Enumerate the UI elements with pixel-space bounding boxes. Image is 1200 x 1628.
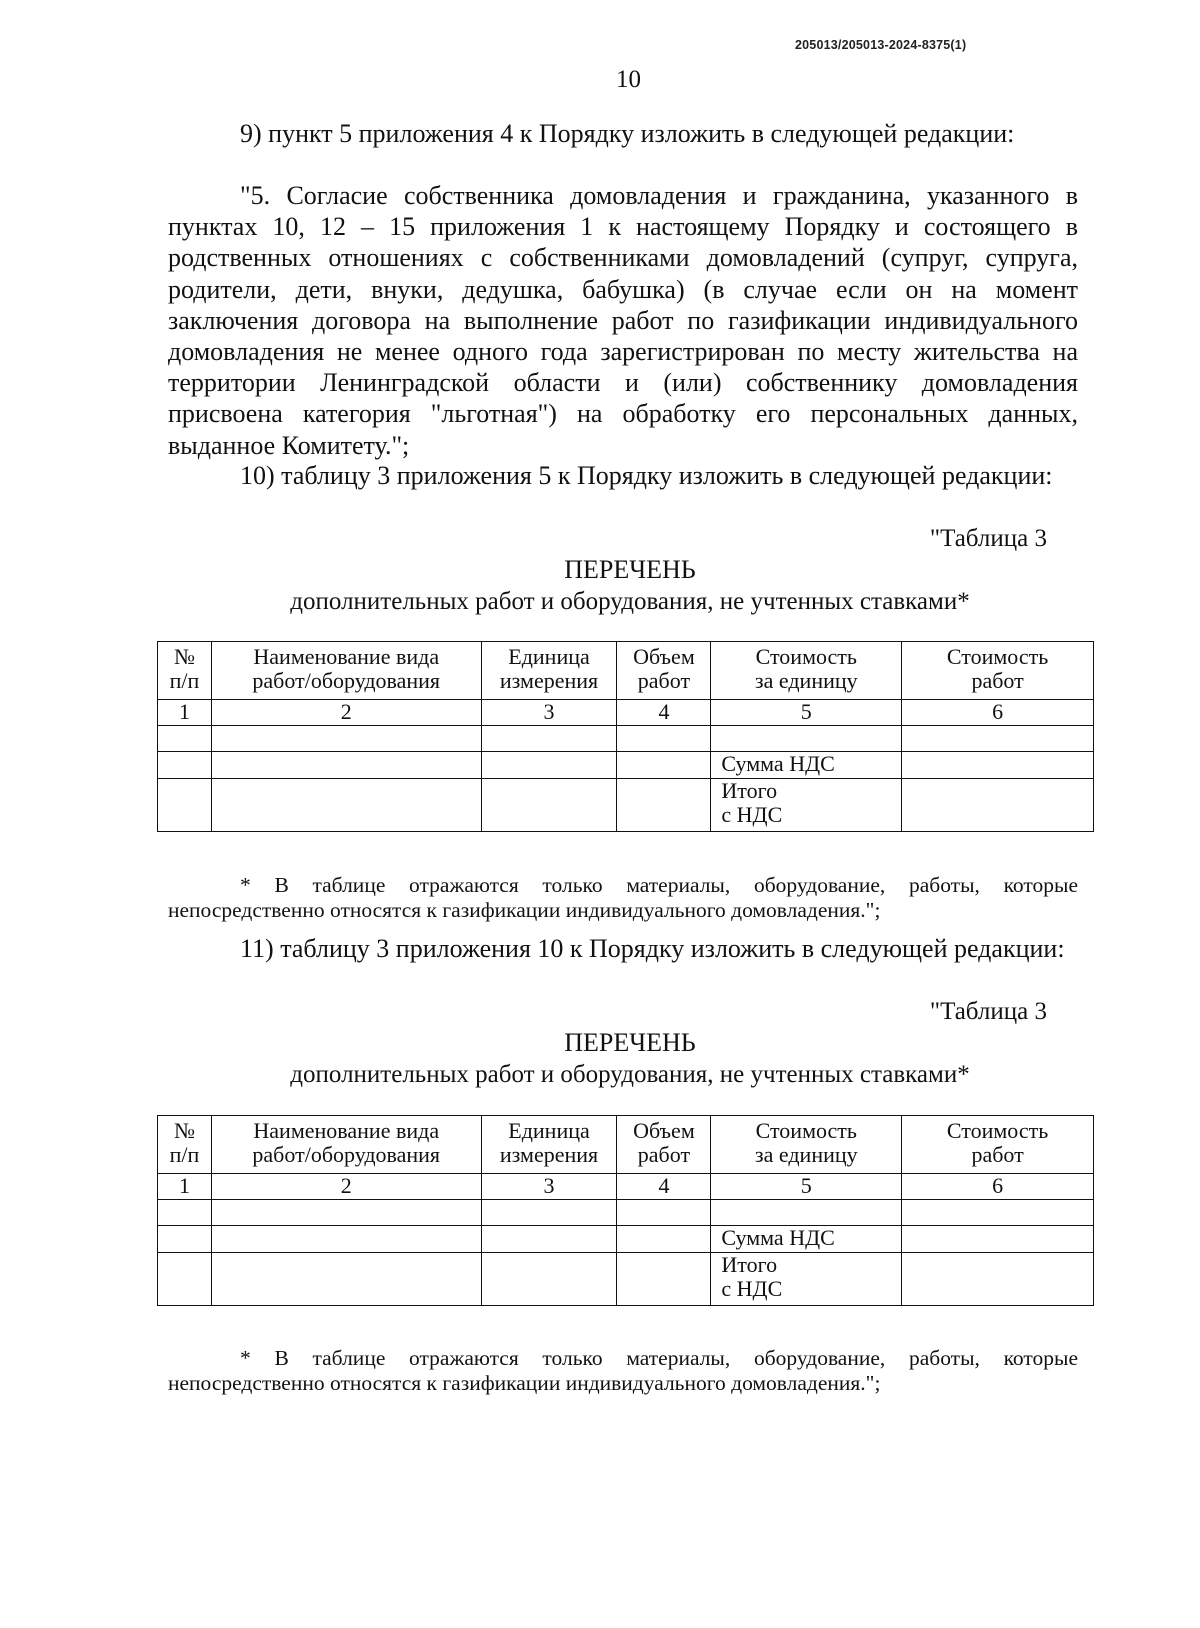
item10-table [157,641,1094,832]
item9-intro: 9) пункт 5 приложения 4 к Порядку изложить в следующей редакции: [240,119,1015,148]
item11-intro: 11) таблицу 3 приложения 10 к Порядку изложить в следующей редакции: [240,934,1065,963]
header-total-cost: Стоимость работ [902,1116,1094,1174]
vat-label: Сумма НДС [711,752,902,779]
total-label: Итого с НДС [711,1253,902,1306]
header-unit-cost: Стоимость за единицу [711,1116,902,1174]
table-total-row [158,779,1094,832]
header-volume: Объем работ [617,642,711,700]
table-empty-row [158,726,1094,752]
index-cell: 3 [481,1174,617,1200]
item10-table-ref: "Таблица 3 [929,525,1047,552]
table-header-row [158,642,1094,700]
header-name: Наименование вида работ/оборудования [211,642,481,700]
item9-quote: "5. Согласие собственника домовладения и гражданина, указанного в пунктах 10, 12 – 15 приложения 1 к настоящему Порядку и состоящего в родственных отношениях с собственниками домовладений (супруг, супруга, родители, дети, внуки, дедушка, бабушка) (в случае если он на момент заключения договора на выполнение работ по газификации индивидуального домовладения не менее одного года зарегистрирован по месту жительства на территории Ленинградской области и (или) собственнику домовладения присвоена категория "льготная") на обработку его персональных данных, выданное Комитету."; [168,181,1078,460]
index-cell: 6 [902,700,1094,726]
item11-subtitle: дополнительных работ и оборудования, не учтенных ставками* [290,1061,970,1088]
index-cell: 4 [617,1174,711,1200]
index-cell: 2 [211,700,481,726]
item10-subtitle: дополнительных работ и оборудования, не учтенных ставками* [290,588,970,615]
header-volume: Объем работ [617,1116,711,1174]
index-cell: 6 [902,1174,1094,1200]
table-index-row [158,1174,1094,1200]
index-cell: 2 [211,1174,481,1200]
item11-title: ПЕРЕЧЕНЬ [564,1028,696,1057]
table-index-row [158,700,1094,726]
header-name: Наименование вида работ/оборудования [211,1116,481,1174]
index-cell: 5 [711,700,902,726]
item10-footnote: * В таблице отражаются только материалы, оборудование, работы, которые непосредственно относятся к газификации индивидуального домовладения."; [168,873,1078,922]
header-unit: Единица измерения [481,642,617,700]
item11-table-ref: "Таблица 3 [929,998,1047,1025]
table-header-row [158,1116,1094,1174]
index-cell: 1 [158,700,212,726]
table-total-row [158,1253,1094,1306]
header-number: № п/п [158,1116,212,1174]
header-total-cost: Стоимость работ [902,642,1094,700]
vat-label: Сумма НДС [711,1226,902,1253]
header-unit: Единица измерения [481,1116,617,1174]
item11-table [157,1115,1094,1306]
document-id: 205013/205013-2024-8375(1) [795,38,967,52]
header-unit-cost: Стоимость за единицу [711,642,902,700]
item10-title: ПЕРЕЧЕНЬ [564,555,696,584]
page-number: 10 [616,66,641,93]
index-cell: 4 [617,700,711,726]
table-vat-row [158,1226,1094,1253]
index-cell: 1 [158,1174,212,1200]
table-empty-row [158,1200,1094,1226]
item10-intro: 10) таблицу 3 приложения 5 к Порядку изложить в следующей редакции: [240,461,1053,490]
header-number: № п/п [158,642,212,700]
total-label: Итого с НДС [711,779,902,832]
item11-footnote: * В таблице отражаются только материалы, оборудование, работы, которые непосредственно относятся к газификации индивидуального домовладения."; [168,1346,1078,1395]
index-cell: 3 [481,700,617,726]
index-cell: 5 [711,1174,902,1200]
table-vat-row [158,752,1094,779]
